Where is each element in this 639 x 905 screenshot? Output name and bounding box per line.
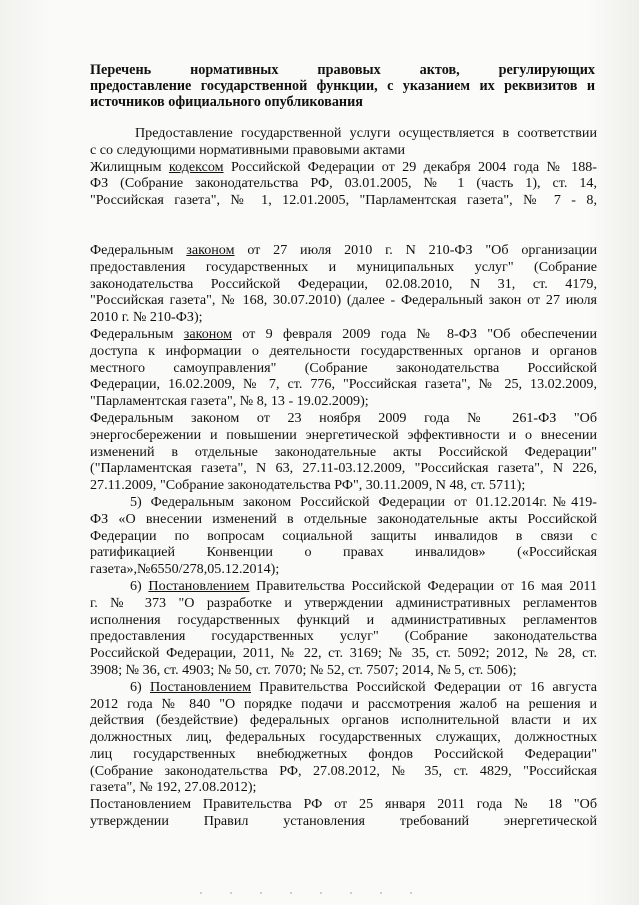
text-segment: 6): [130, 678, 151, 695]
text-line: ("Парламентская газета", N 63, 27.11-03.12.2009, "Российская газета", N 226,: [90, 460, 597, 477]
text-line: [90, 159, 597, 176]
text-line: 2012 года № 840 "О порядке подачи и рассмотрения жалоб на решения и: [90, 695, 597, 712]
text-line: с со следующими нормативными правовыми актами: [90, 141, 406, 158]
text-line: доступа к информации о деятельности государственных органов и органов: [90, 342, 597, 359]
text-line: предоставления государственных и муниципальных услуг" (Собрание: [90, 258, 597, 275]
text-line: [90, 679, 597, 696]
text-line: Федерации, 16.02.2009, № 7, ст. 776, "Российская газета", № 25, 13.02.2009,: [90, 376, 597, 393]
act-261fz-paragraph: [90, 410, 597, 494]
act-210fz-paragraph: [90, 242, 597, 326]
text-segment: 6): [130, 577, 149, 594]
blank-gap: [90, 209, 597, 242]
text-segment: Правительства Российской Федерации от 16 августа: [251, 678, 598, 695]
heading-line: источников официального опубликования: [90, 94, 363, 110]
text-line: "Российская газета", № 1, 12.01.2005, "Парламентская газета", № 7 - 8,: [90, 192, 597, 209]
text-segment: Федеральным: [90, 241, 187, 258]
text-line: Федерации по вопросам социальной защиты инвалидов в связи с: [90, 527, 597, 544]
text-line: Российской Федерации, 2011, № 22, ст. 3169; № 35, ст. 5092; 2012, № 28, ст.: [90, 645, 597, 662]
act-840-paragraph: [90, 679, 597, 797]
text-line: 27.11.2009, "Собрание законодательства РФ", 30.11.2009, N 48, ст. 5711);: [90, 477, 526, 494]
text-line: должностных лиц, федеральных государственных служащих, должностных: [90, 729, 597, 746]
act-373-paragraph: [90, 578, 597, 679]
document-heading: [90, 62, 595, 110]
text-line: [90, 578, 597, 595]
text-line: законодательства Российской Федерации, 02.08.2010, N 31, ст. 4179,: [90, 275, 597, 292]
heading-line: предоставление государственной функции, с указанием их реквизитов и: [90, 78, 595, 94]
text-line: [90, 242, 597, 259]
text-line: изменений в отдельные законодательные акты Российской Федерации": [90, 443, 597, 460]
text-line: утверждении Правил установления требований энергетической: [90, 813, 597, 830]
text-line: местного самоуправления" (Собрание законодательства Российской: [90, 359, 597, 376]
postanovlenie-link[interactable]: Постановлением: [150, 678, 252, 695]
text-line: 5) Федеральным законом Российской Федерации от 01.12.2014г.№419-: [130, 493, 597, 510]
text-segment: от 9 февраля 2009 года № 8-ФЗ "Об обеспечении: [232, 325, 597, 342]
text-line: лиц государственных внебюджетных фондов Российской Федерации": [90, 745, 597, 762]
text-segment: от 27 июля 2010 г. N 210-ФЗ "Об организации: [234, 241, 597, 258]
act-18-paragraph: [90, 796, 597, 830]
scan-artifact: [200, 892, 440, 894]
heading-line: Перечень нормативных правовых актов, регулирующих: [90, 62, 595, 78]
kodeks-link[interactable]: кодексом: [168, 158, 224, 175]
text-line: г. № 373 "О разработке и утверждении административных регламентов: [90, 594, 597, 611]
text-line: (Собрание законодательства РФ, 27.08.2012, № 35, ст. 4829, "Российская: [90, 762, 597, 779]
document-body: [90, 125, 597, 830]
text-line: исполнения государственных функций и административных регламентов: [90, 611, 597, 628]
act-419fz-paragraph: [90, 494, 597, 578]
text-line: энергосбережении и повышении энергетической эффективности и о внесении: [90, 426, 597, 443]
text-segment: Российской Федерации от 29 декабря 2004 года № 188-: [223, 158, 597, 175]
zakon-link[interactable]: законом: [186, 241, 235, 258]
text-segment: Правительства Российской Федерации от 16 мая 2011: [249, 577, 597, 594]
text-line: ратификацией Конвенции о правах инвалидов» («Российская: [90, 544, 597, 561]
text-line: предоставления государственных услуг" (Собрание законодательства: [90, 628, 597, 645]
act-8fz-paragraph: [90, 326, 597, 410]
text-line: "Парламентская газета", № 8, 13 - 19.02.2009);: [90, 393, 369, 410]
text-line: 3908; № 36, ст. 4903; № 50, ст. 7070; № 52, ст. 7507; 2014, № 5, ст. 506);: [90, 661, 517, 678]
text-line: "Российская газета", № 168, 30.07.2010) (далее - Федеральный закон от 27 июля: [90, 292, 597, 309]
text-line: ФЗ «О внесении изменений в отдельные законодательные акты Российской: [90, 510, 597, 527]
text-line: действия (бездействие) федеральных органов исполнительной власти и их: [90, 712, 597, 729]
text-line: газета", № 192, 27.08.2012);: [90, 779, 257, 796]
text-line: Постановлением Правительства РФ от 25 января 2011 года № 18 "Об: [90, 796, 597, 813]
postanovlenie-link[interactable]: Постановлением: [148, 577, 250, 594]
text-line: 2010 г. № 210-ФЗ);: [90, 309, 203, 326]
text-line: Предоставление государственной услуги осуществляется в соответствии: [135, 125, 597, 141]
text-segment: Жилищным: [90, 158, 169, 175]
zakon-link[interactable]: законом: [183, 325, 232, 342]
intro-paragraph: [90, 125, 597, 159]
text-line: [90, 326, 597, 343]
text-line: ФЗ (Собрание законодательства РФ, 03.01.2005, № 1 (часть 1), ст. 14,: [90, 175, 597, 192]
text-line: газета»,№6550/278,05.12.2014);: [90, 561, 280, 578]
act-zhk-paragraph: [90, 159, 597, 209]
text-segment: Федеральным: [90, 325, 184, 342]
text-line: Федеральным законом от 23 ноября 2009 года № 261-ФЗ "Об: [90, 409, 597, 426]
